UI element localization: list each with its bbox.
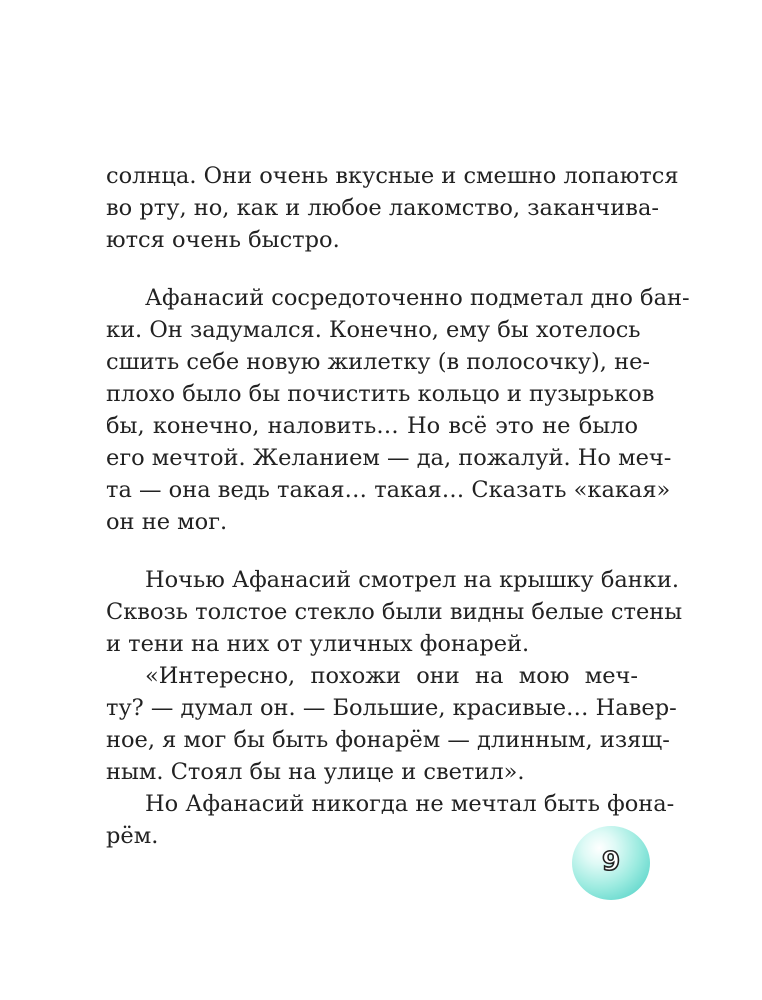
text-line: Афанасий сосредоточенно подметал дно бан- — [145, 285, 690, 311]
text-line: его мечтой. Желанием — да, пожалуй. Но меч- — [106, 445, 672, 471]
text-line: та — она ведь такая… такая… Сказать «какая» — [106, 477, 671, 503]
text-line: плохо было бы почистить кольцо и пузырьков — [106, 381, 655, 407]
text-line: и тени на них от уличных фонарей. — [106, 631, 530, 657]
text-line: ным. Стоял бы на улице и светил». — [106, 759, 525, 785]
text-line: Сквозь толстое стекло были видны белые стены — [106, 599, 683, 625]
page-number-badge — [572, 826, 650, 900]
text-line: ки. Он задумался. Конечно, ему бы хотелось — [106, 317, 641, 343]
text-line: солнца. Они очень вкусные и смешно лопаются — [106, 163, 679, 189]
text-line: бы, конечно, наловить… Но всё это не было — [106, 413, 638, 439]
text-line: ту? — думал он. — Большие, красивые… Навер- — [106, 695, 677, 721]
page-number: 9 — [601, 847, 621, 877]
text-line: он не мог. — [106, 509, 228, 535]
text-line: ются очень быстро. — [106, 227, 340, 253]
text-line: Ночью Афанасий смотрел на крышку банки. — [145, 567, 679, 593]
text-line: во рту, но, как и любое лакомство, заканчива- — [106, 195, 659, 221]
text-line: «Интересно, похожи они на мою меч- — [145, 663, 638, 689]
text-line: Но Афанасий никогда не мечтал быть фона- — [145, 791, 675, 817]
text-line: рём. — [106, 823, 159, 849]
text-line: ное, я мог бы быть фонарём — длинным, изящ- — [106, 727, 670, 753]
text-line: сшить себе новую жилетку (в полосочку), не- — [106, 349, 650, 375]
